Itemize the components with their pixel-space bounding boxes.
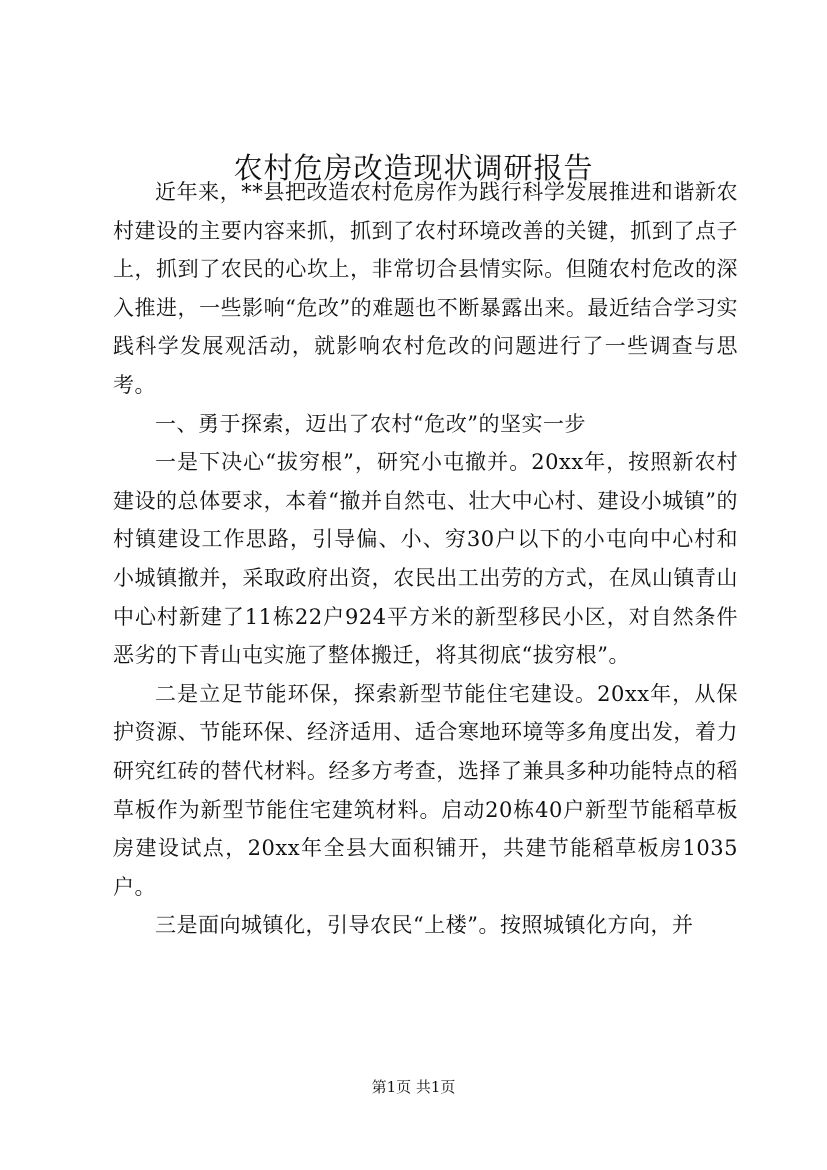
document-body [113, 173, 738, 945]
paragraph-intro: 近年来，**县把改造农村危房作为践行科学发展推进和谐新农村建设的主要内容来抓，抓到了农村环境改善的关键，抓到了点子上，抓到了农民的心坎上，非常切合县情实际。但随农村危改的深入推进，一些影响“危改”的难题也不断暴露出来。最近结合学习实践科学发展观活动，就影响农村危改的问题进行了一些调查与思考。 [113, 180, 738, 397]
paragraph-point-1: 一是下决心“拔穷根”，研究小屯撤并。20xx年，按照新农村建设的总体要求，本着“撤并自然屯、壮大中心村、建设小城镇”的村镇建设工作思路，引导偏、小、穷30户以下的小屯向中心村和小城镇撤并，采取政府出资，农民出工出劳的方式，在凤山镇青山中心村新建了11栋22户924平方米的新型移民小区，对自然条件恶劣的下青山屯实施了整体搬迁，将其彻底“拔穷根”。 [113, 450, 738, 668]
paragraph-point-2: 二是立足节能环保，探索新型节能住宅建设。20xx年，从保护资源、节能环保、经济适用、适合寒地环境等多角度出发，着力研究红砖的替代材料。经多方考查，选择了兼具多种功能特点的稻草板作为新型节能住宅建筑材料。启动20栋40户新型节能稻草板房建设试点，20xx年全县大面积铺开，共建节能稻草板房1035户。 [113, 681, 738, 899]
paragraph-point-3: 三是面向城镇化，引导农民“上楼”。按照城镇化方向，并 [155, 913, 694, 938]
document-title: 农村危房改造现状调研报告 [233, 151, 594, 185]
section-heading-1: 一、勇于探索，迈出了农村“危改”的坚实一步 [155, 411, 586, 436]
page-footer: 第1页 共1页 [371, 1078, 456, 1096]
